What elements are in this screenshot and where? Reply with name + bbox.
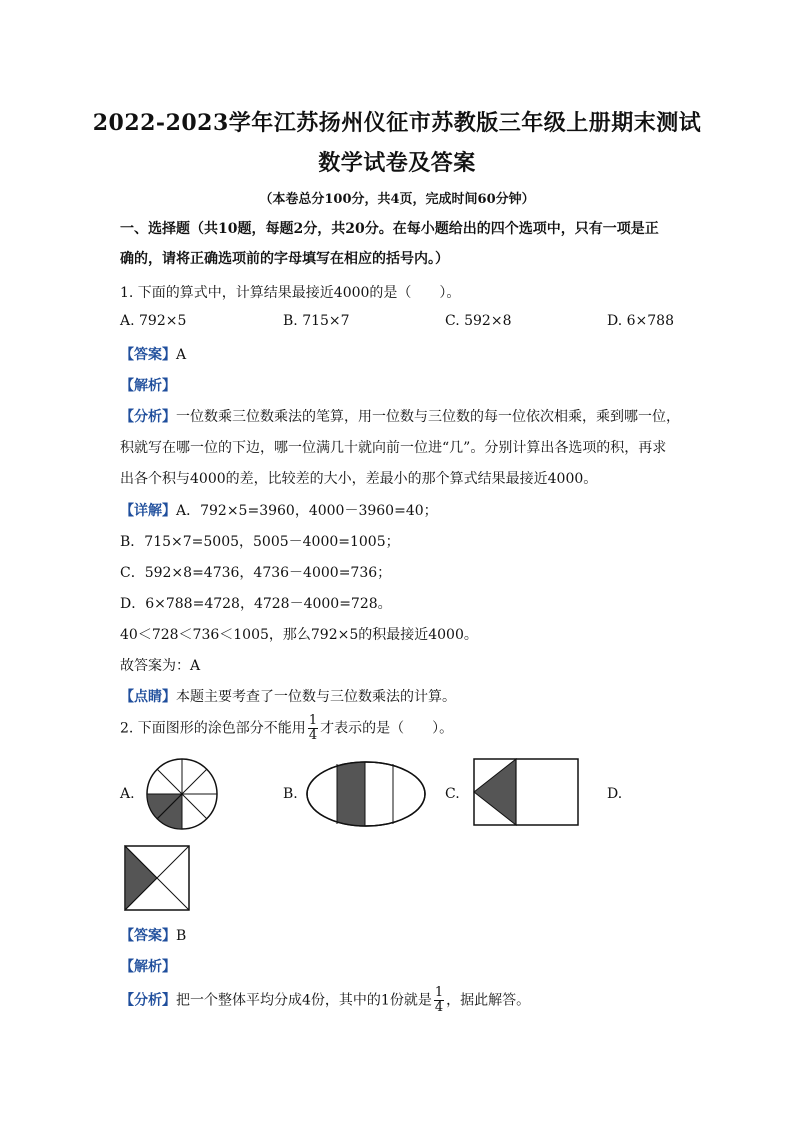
fenxi-tag: 【分析】 [120, 409, 176, 425]
figure-c-rectangle [473, 758, 579, 826]
fraction-numerator: 1 [308, 713, 318, 728]
q1-option-a: A. 792×5 [120, 313, 187, 329]
q1-answer [120, 344, 186, 364]
q1-option-b: B. 715×7 [283, 313, 350, 329]
q1-analysis-heading [120, 375, 176, 395]
fenxi-text-end: ，据此解答。 [446, 992, 531, 1009]
dianjing-tag: 【点睛】 [120, 689, 176, 705]
fenxi-text: 一位数乘三位数乘法的笔算，用一位数与三位数的每一位依次相乘，乘到哪一位， [176, 409, 680, 425]
detail-d: D．6×788=4728，4728－4000=728。 [120, 596, 392, 612]
question-1-stem: 1. 下面的算式中，计算结果最接近4000的是（ ）。 [120, 285, 461, 301]
q2-label-a: A. [120, 786, 135, 802]
page-title-line2: 数学试卷及答案 [318, 150, 476, 176]
fenxi-tag: 【分析】 [120, 992, 176, 1009]
detail-b: B．715×7=5005，5005－4000=1005； [120, 534, 400, 550]
q2-analysis-heading [120, 956, 176, 976]
q2-answer [120, 925, 186, 945]
fraction-denominator: 4 [434, 1000, 444, 1015]
detail-conclusion: 故答案为：A [120, 658, 201, 674]
fraction-one-quarter [434, 986, 444, 1015]
answer-value: A [176, 347, 187, 363]
answer-value: B [176, 928, 187, 944]
q2-label-d: D. [607, 786, 623, 802]
q1-option-d: D. 6×788 [607, 313, 674, 329]
page-title: 2022-2023学年江苏扬州仪征市苏教版三年级上册期末测试 [92, 110, 702, 136]
figure-d-square [124, 845, 190, 911]
section-heading-cont: 确的，请将正确选项前的字母填写在相应的括号内。） [120, 251, 449, 267]
answer-tag: 【答案】 [120, 928, 176, 944]
figure-a-circle [145, 757, 219, 831]
exam-info: （本卷总分100分，共4页，完成时间60分钟） [259, 192, 535, 207]
q1-detail [120, 500, 438, 520]
q1-fenxi-line3: 出各个积与4000的差，比较差的大小，差最小的那个算式结果最接近4000。 [120, 471, 598, 487]
q2-stem-before: 2. 下面图形的涂色部分不能用 [120, 720, 306, 737]
section-heading: 一、选择题（共10题，每题2分，共20分。在每小题给出的四个选项中，只有一项是正 [120, 221, 659, 237]
fraction-denominator: 4 [308, 728, 318, 743]
detail-tag: 【详解】 [120, 503, 176, 519]
dianjing-text: 本题主要考查了一位数与三位数乘法的计算。 [176, 689, 456, 705]
analysis-tag: 【解析】 [120, 378, 176, 394]
q2-stem-after: 才表示的是（ ）。 [320, 720, 454, 737]
detail-compare: 40＜728＜736＜1005，那么792×5的积最接近4000。 [120, 627, 478, 643]
fenxi-text: 把一个整体平均分成4份，其中的1份就是 [176, 992, 432, 1009]
q1-fenxi-line2: 积就写在哪一位的下边，哪一位满几十就向前一位进“几”。分别计算出各选项的积，再求 [120, 440, 667, 456]
figure-b-ellipse [305, 760, 427, 828]
q2-fenxi [120, 986, 530, 1015]
question-2-stem [120, 714, 453, 743]
answer-tag: 【答案】 [120, 347, 176, 363]
analysis-tag: 【解析】 [120, 959, 176, 975]
detail-c: C．592×8=4736，4736－4000=736； [120, 565, 392, 581]
fraction-one-quarter [308, 714, 318, 743]
detail-a: A．792×5=3960，4000－3960=40； [176, 503, 438, 519]
q1-dianjing [120, 686, 456, 706]
q2-label-b: B. [283, 786, 298, 802]
q1-fenxi [120, 406, 680, 426]
fraction-numerator: 1 [434, 985, 444, 1000]
q1-option-c: C. 592×8 [445, 313, 512, 329]
q2-label-c: C. [445, 786, 460, 802]
